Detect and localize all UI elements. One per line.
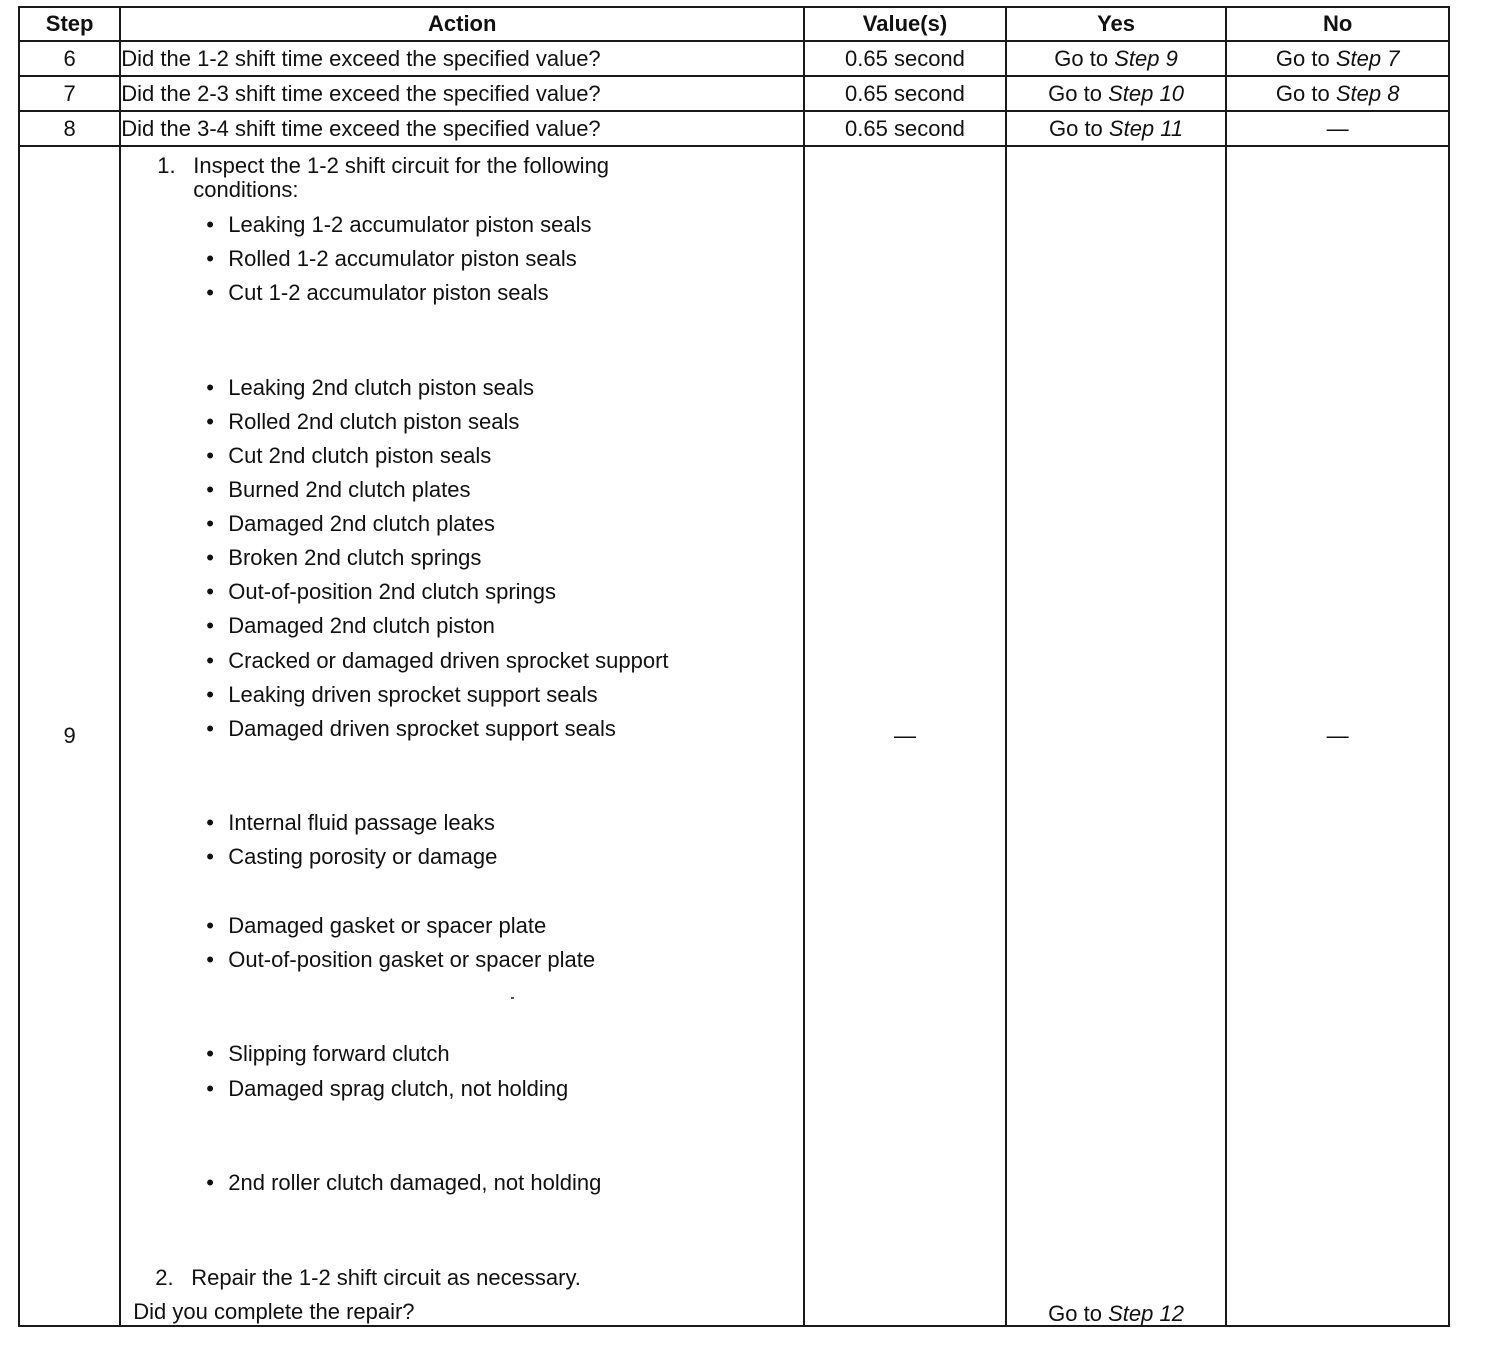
condition-bullet: • Casting porosity or damage [228, 844, 497, 870]
no-cell [1226, 76, 1449, 111]
item-text: Inspect the 1-2 shift circuit for the following [193, 153, 610, 178]
condition-bullet: • Burned 2nd clutch plates [228, 477, 470, 503]
value-cell: 0.65 second [804, 111, 1006, 146]
header-action: Action [120, 7, 804, 41]
step-number: 8 [19, 111, 120, 146]
no-cell [1226, 41, 1449, 76]
header-row [19, 7, 1449, 41]
no-prefix: Go to [1275, 45, 1336, 71]
condition-bullet: • Out-of-position 2nd clutch springs [228, 579, 556, 605]
yes-cell [1006, 76, 1227, 111]
yes-cell [1006, 111, 1227, 146]
yes-step-ref: Step 12 [1108, 1301, 1184, 1326]
yes-step-ref: Step 9 [1114, 45, 1178, 71]
no-step-ref: Step 8 [1335, 80, 1400, 106]
item-number: 1. [157, 153, 176, 178]
table-row [19, 76, 1449, 111]
condition-bullet: • Leaking 2nd clutch piston seals [228, 375, 534, 401]
condition-bullet: • Damaged sprag clutch, not holding [228, 1076, 568, 1102]
table-row-step-9 [19, 146, 1449, 1326]
yes-text [1007, 1301, 1226, 1327]
scan-speck [511, 997, 514, 999]
yes-cell [1006, 146, 1227, 1326]
table-row [19, 41, 1449, 76]
condition-bullet: • Damaged driven sprocket support seals [228, 716, 616, 742]
yes-prefix: Go to [1054, 45, 1115, 71]
value-cell: 0.65 second [804, 41, 1006, 76]
action-text: Did the 2-3 shift time exceed the specified value? [120, 76, 804, 111]
header-values: Value(s) [804, 7, 1006, 41]
yes-cell [1006, 41, 1227, 76]
condition-bullet: • Damaged 2nd clutch plates [228, 511, 495, 537]
condition-bullet: • Cut 1-2 accumulator piston seals [228, 280, 548, 306]
step-number: 7 [19, 76, 120, 111]
yes-step-ref: Step 11 [1108, 115, 1184, 141]
condition-bullet: • Rolled 2nd clutch piston seals [228, 409, 519, 435]
action-text: Did the 1-2 shift time exceed the specified value? [120, 41, 804, 76]
header-no: No [1226, 7, 1449, 41]
header-yes: Yes [1006, 7, 1227, 41]
condition-bullet: • Internal fluid passage leaks [228, 810, 495, 836]
condition-bullet: • Rolled 1-2 accumulator piston seals [228, 246, 577, 272]
no-dash: — [1226, 111, 1449, 146]
yes-prefix: Go to [1048, 115, 1109, 141]
condition-bullet: • Out-of-position gasket or spacer plate [228, 947, 595, 973]
step-number: 9 [19, 146, 120, 1326]
item-number: 2. [155, 1265, 174, 1290]
condition-bullet: • Broken 2nd clutch springs [228, 545, 481, 571]
condition-bullet: • Damaged gasket or spacer plate [228, 913, 546, 939]
item-text: Repair the 1-2 shift circuit as necessary. [191, 1265, 581, 1290]
value-dash: — [804, 146, 1006, 1326]
step-number: 6 [19, 41, 120, 76]
no-prefix: Go to [1275, 80, 1336, 106]
question-text: Did you complete the repair? [133, 1299, 415, 1324]
condition-bullet: • Leaking driven sprocket support seals [228, 682, 597, 708]
value-cell: 0.65 second [804, 76, 1006, 111]
condition-bullet: • Damaged 2nd clutch piston [228, 613, 495, 639]
no-step-ref: Step 7 [1335, 45, 1400, 71]
diagnostic-table [18, 6, 1450, 1327]
header-step: Step [19, 7, 120, 41]
condition-bullet: • Cracked or damaged driven sprocket support [228, 648, 668, 674]
condition-bullet: • Slipping forward clutch [228, 1041, 449, 1067]
yes-prefix: Go to [1048, 1301, 1109, 1326]
condition-bullet: • Leaking 1-2 accumulator piston seals [228, 212, 591, 238]
no-dash: — [1226, 146, 1449, 1326]
yes-step-ref: Step 10 [1108, 80, 1184, 106]
table-row [19, 111, 1449, 146]
item-text-continued: conditions: [193, 177, 299, 202]
action-cell [120, 146, 804, 1326]
action-text: Did the 3-4 shift time exceed the specified value? [120, 111, 804, 146]
yes-prefix: Go to [1048, 80, 1109, 106]
condition-bullet: • Cut 2nd clutch piston seals [228, 443, 491, 469]
condition-bullet: • 2nd roller clutch damaged, not holding [228, 1170, 601, 1196]
